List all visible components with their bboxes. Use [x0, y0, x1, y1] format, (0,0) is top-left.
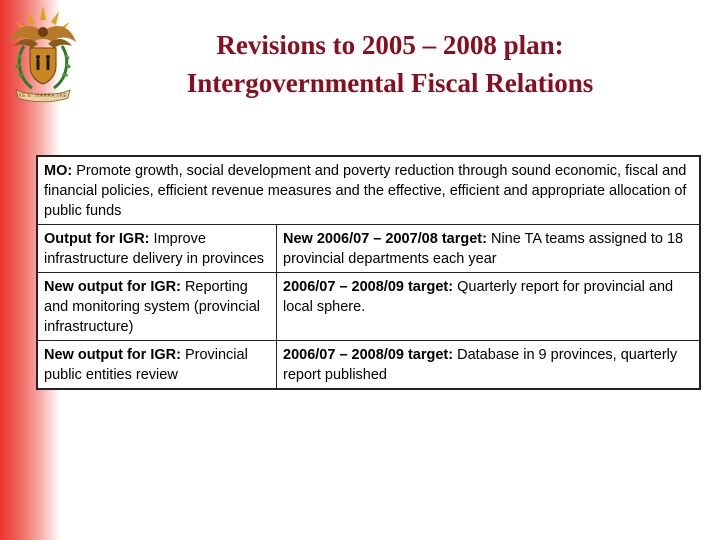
mo-label: MO:	[44, 163, 73, 179]
target-cell	[277, 225, 701, 273]
target-label: 2006/07 – 2008/09 target:	[283, 347, 454, 363]
page-title	[100, 26, 680, 102]
mo-cell	[37, 156, 700, 225]
output-text: Provincial public entities review	[44, 347, 248, 383]
table-row-mo	[37, 156, 700, 225]
target-cell	[277, 273, 701, 341]
output-text: Reporting and monitoring system (provincial infrastructure)	[44, 279, 260, 335]
output-label: New output for IGR:	[44, 279, 181, 295]
output-label: Output for IGR:	[44, 231, 150, 247]
target-label: 2006/07 – 2008/09 target:	[283, 279, 454, 295]
target-label: New 2006/07 – 2007/08 target:	[283, 231, 487, 247]
crest-motto: !KE E: /XARRA //KE	[16, 93, 68, 99]
output-cell	[37, 225, 277, 273]
target-text: Quarterly report for provincial and local sphere.	[283, 279, 674, 315]
table-row	[37, 273, 700, 341]
target-text: Nine TA teams assigned to 18 provincial departments each year	[283, 231, 684, 267]
mo-text: Promote growth, social development and poverty reduction through sound economic, fiscal and financial policies, efficient revenue measures and the effective, efficient and appropriate allocation of public funds	[44, 163, 687, 219]
table-row	[37, 225, 700, 273]
output-cell	[37, 341, 277, 390]
output-label: New output for IGR:	[44, 347, 181, 363]
target-cell	[277, 341, 701, 390]
title-line-2: Intergovernmental Fiscal Relations	[186, 68, 594, 98]
target-text: Database in 9 provinces, quarterly report published	[283, 347, 678, 383]
title-line-1: Revisions to 2005 – 2008 plan:	[216, 30, 564, 60]
igr-targets-table	[36, 155, 701, 390]
output-text: Improve infrastructure delivery in provinces	[44, 231, 265, 267]
table-row	[37, 341, 700, 390]
output-cell	[37, 273, 277, 341]
